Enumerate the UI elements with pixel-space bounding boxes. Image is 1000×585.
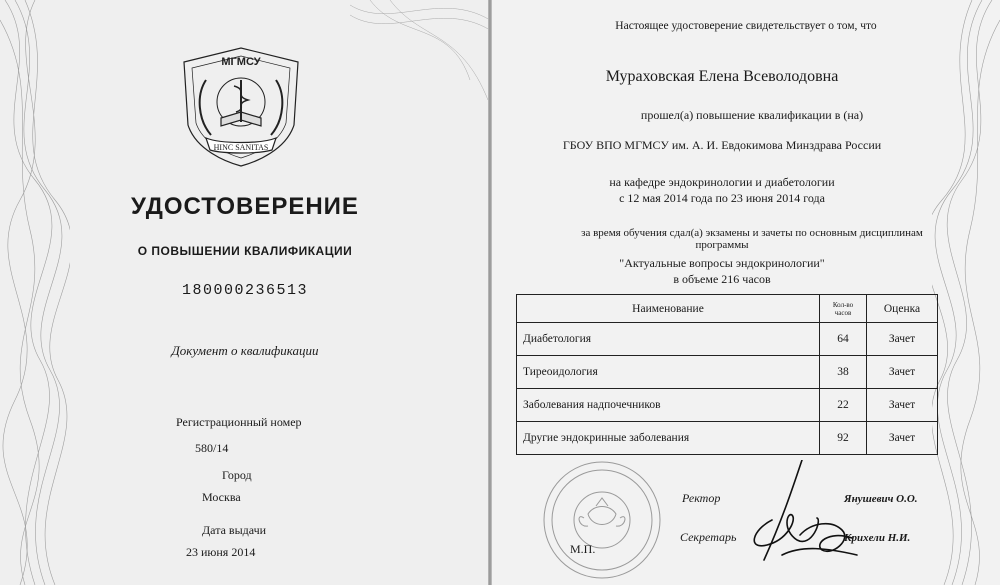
emblem-bottom-text: HINC SANITAS (213, 143, 269, 152)
discipline-grade: Зачет (867, 422, 938, 455)
study-period: с 12 мая 2014 года по 23 июня 2014 года (619, 191, 825, 205)
discipline-name: Тиреоидология (517, 356, 820, 389)
rector-label: Ректор (682, 491, 721, 505)
intro-text: Настоящее удостоверение свидетельствует о том, что (615, 20, 877, 32)
rector-name: Янушевич О.О. (844, 493, 918, 505)
discipline-grade: Зачет (867, 356, 938, 389)
table-header-row (517, 295, 938, 323)
discipline-hours: 22 (820, 389, 867, 422)
discipline-name: Другие эндокринные заболевания (517, 422, 820, 455)
discipline-hours: 64 (820, 323, 867, 356)
exams-text-line1: за время обучения сдал(а) экзамены и зачеты по основным дисциплинам (581, 227, 923, 239)
table-row (517, 356, 938, 389)
seal-place-label: М.П. (570, 542, 596, 556)
secretary-label: Секретарь (680, 530, 737, 544)
handwritten-signature-icon (742, 460, 862, 570)
header-hours-line1: Кол-во (832, 300, 854, 309)
institution-name: ГБОУ ВПО МГМСУ им. А. И. Евдокимова Минздрава России (562, 138, 882, 152)
secretary-name: Крихели Н.И. (844, 532, 911, 544)
header-hours (820, 295, 867, 323)
discipline-name: Заболевания надпочечников (517, 389, 820, 422)
table-row (517, 389, 938, 422)
registration-label: Регистрационный номер (176, 415, 302, 429)
table-row (517, 422, 938, 455)
issue-date-value: 23 июня 2014 (186, 545, 256, 559)
header-hours-line2: часов (834, 308, 852, 317)
serial-number: 180000236513 (181, 282, 309, 299)
right-page (492, 0, 1000, 585)
program-name: "Актуальные вопросы эндокринологии" (619, 256, 825, 270)
program-volume: в объеме 216 часов (673, 272, 771, 286)
discipline-grade: Зачет (867, 323, 938, 356)
guilloche-border-right (932, 0, 1000, 585)
document-type: Документ о квалификации (171, 343, 319, 358)
department-name: на кафедре эндокринологии и диабетологии (609, 175, 835, 189)
header-grade: Оценка (867, 295, 938, 323)
disciplines-table (516, 294, 938, 455)
official-seal-icon (540, 458, 665, 583)
table-row (517, 323, 938, 356)
emblem-top-text: МГМСУ (221, 56, 261, 68)
header-name: Наименование (517, 295, 820, 323)
holder-full-name: Мураховская Елена Всеволодовна (605, 68, 839, 85)
city-value: Москва (202, 490, 241, 504)
discipline-hours: 38 (820, 356, 867, 389)
discipline-grade: Зачет (867, 389, 938, 422)
qualification-passed-text: прошел(а) повышение квалификации в (на) (640, 108, 864, 122)
certificate-subtitle: О ПОВЫШЕНИИ КВАЛИФИКАЦИИ (137, 244, 353, 258)
left-page (0, 0, 490, 585)
city-label: Город (222, 468, 252, 482)
registration-number: 580/14 (195, 441, 229, 455)
guilloche-corner-top-right (350, 0, 490, 120)
exams-text-line2: программы (695, 239, 749, 251)
issue-date-label: Дата выдачи (202, 523, 267, 537)
university-crest-icon (176, 40, 306, 170)
certificate-title: УДОСТОВЕРЕНИЕ (131, 193, 359, 220)
discipline-hours: 92 (820, 422, 867, 455)
discipline-name: Диабетология (517, 323, 820, 356)
